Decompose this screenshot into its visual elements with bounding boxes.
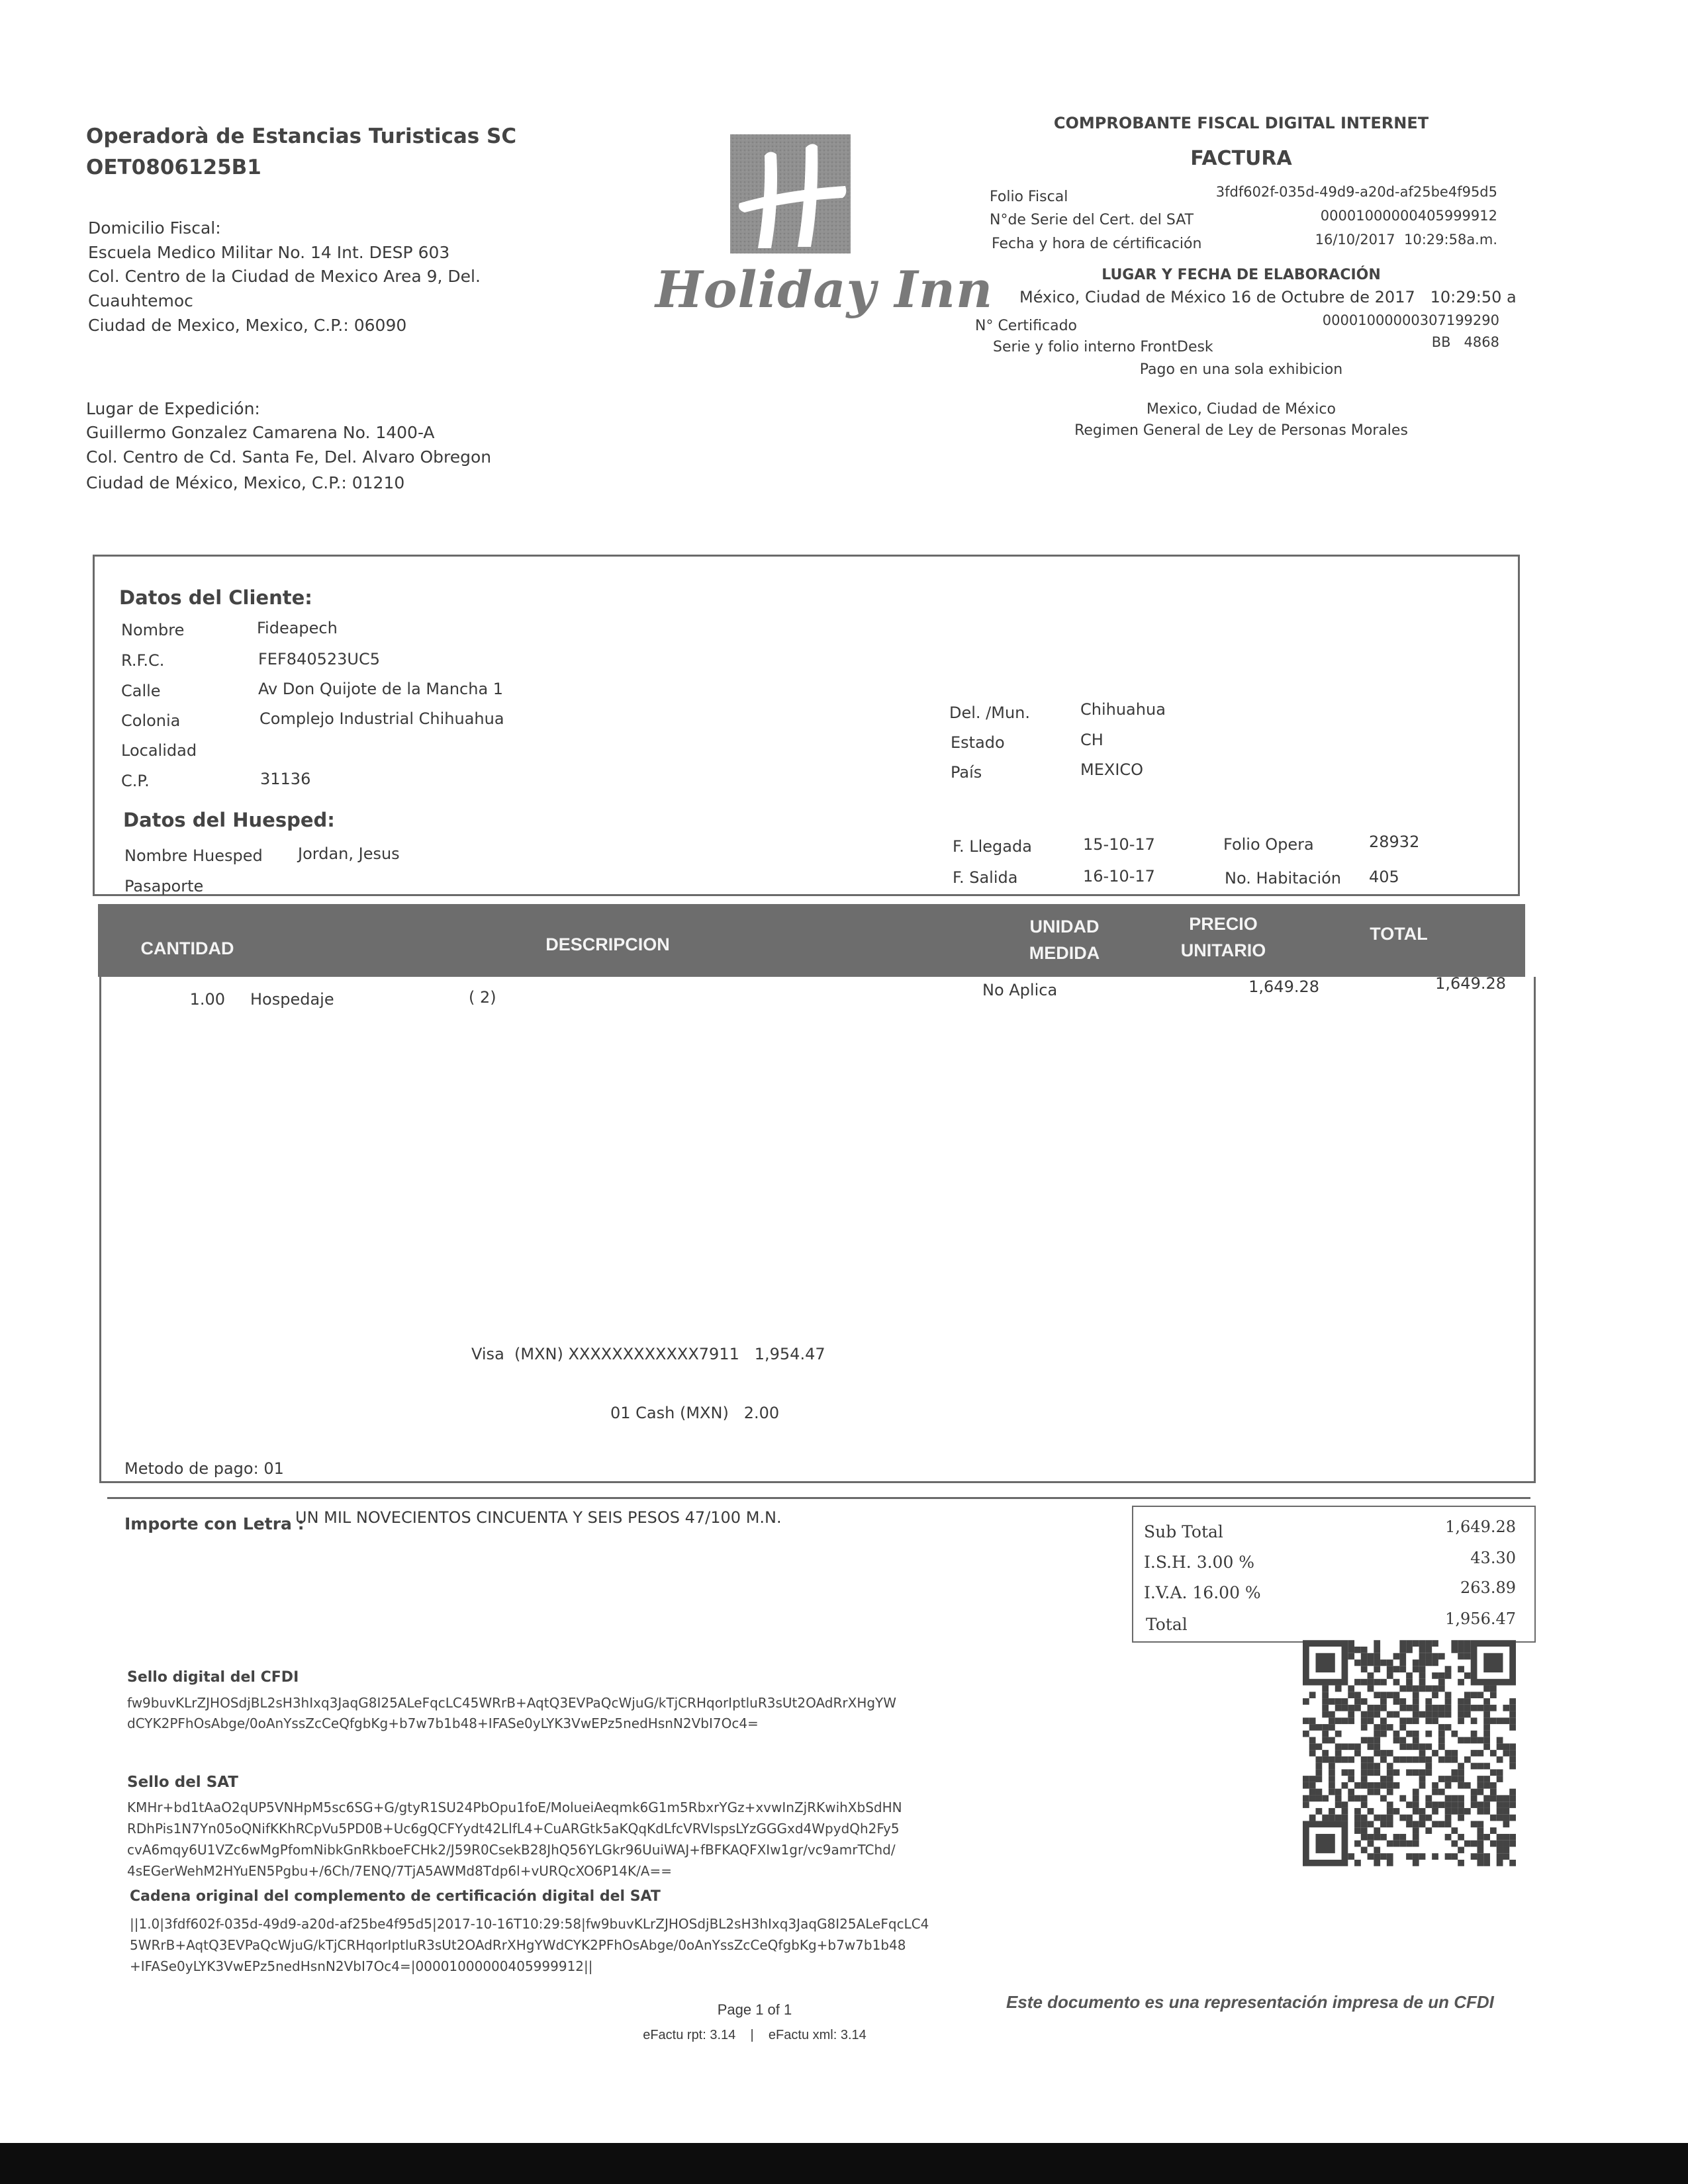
habitacion-value: 405 [1369, 868, 1399, 886]
domicilio-line: Escuela Medico Militar No. 14 Int. DESP 603 [88, 243, 450, 262]
subtotal-value: 1,649.28 [1445, 1518, 1516, 1536]
header-unidad: UNIDAD [1029, 917, 1100, 936]
fecha-cert-value: 16/10/2017 10:29:58a.m. [1315, 232, 1497, 248]
huesped-nombre-label: Nombre Huesped [124, 846, 263, 865]
cadena-label: Cadena original del complemento de certificación digital del SAT [130, 1888, 661, 1905]
qr-code-icon [1303, 1640, 1516, 1866]
payment-visa: Visa (MXN) XXXXXXXXXXXX7911 1,954.47 [471, 1345, 825, 1363]
doc-type: FACTURA [1190, 147, 1292, 170]
subtotal-label: Sub Total [1144, 1522, 1223, 1541]
sello-cfdi-label: Sello digital del CFDI [127, 1669, 299, 1686]
pais-label: País [951, 763, 982, 782]
fecha-cert-label: Fecha y hora de cértificación [992, 236, 1202, 252]
iva-label: I.V.A. 16.00 % [1144, 1583, 1261, 1602]
cp-value: 31136 [260, 770, 311, 788]
llegada-label: F. Llegada [953, 837, 1032, 856]
metodo-pago: Metodo de pago: 01 [124, 1459, 284, 1478]
iva-value: 263.89 [1460, 1578, 1516, 1597]
lugar-fecha-heading: LUGAR Y FECHA DE ELABORACIÓN [1102, 267, 1381, 283]
estado-label: Estado [951, 733, 1005, 752]
habitacion-label: No. Habitación [1225, 869, 1342, 887]
cadena-line: ||1.0|3fdf602f-035d-49d9-a20d-af25be4f95d5|2017-10-16T10:29:58|fw9buvKLrZJHOSdjBL2sH3hIxq3JaqG8I25ALeFqcLC4 [130, 1916, 929, 1932]
header-total: TOTAL [1370, 924, 1428, 944]
expedicion-label: Lugar de Expedición: [86, 399, 260, 418]
sello-cfdi-line: fw9buvKLrZJHOSdjBL2sH3hIxq3JaqG8I25ALeFqcLC45WRrB+AqtQ3EVPaQcWjuG/kTjCRHqorIptluR3sUt2OAdRrXHgYW [127, 1695, 897, 1711]
localidad-label: Localidad [121, 741, 197, 760]
calle-value: Av Don Quijote de la Mancha 1 [258, 680, 504, 698]
colonia-value: Complejo Industrial Chihuahua [259, 709, 504, 728]
header-cantidad: CANTIDAD [140, 938, 234, 958]
folio-opera-value: 28932 [1369, 833, 1420, 851]
sello-cfdi-line: dCYK2PFhOsAbge/0oAnYssZcCeQfgbKg+b7w7b1b48+IFASe0yLYK3VwEPz5nedHsnN2VbI7Oc4= [127, 1715, 759, 1731]
cadena-line: 5WRrB+AqtQ3EVPaQcWjuG/kTjCRHqorIptluR3sUt2OAdRrXHgYWdCYK2PFhOsAbge/0oAnYssZcCeQfgbKg+b7w7b1b48 [130, 1937, 906, 1953]
sello-sat-line: cvA6mqy6U1VZc6wMgPfomNibkGnRkboeFCHk2/J59R0CsekB28JhQ56YLGkr96UuiWAJ+fBFKAQFXIw1gr/vc9amrTChd/ [127, 1842, 896, 1858]
expedicion-line: Guillermo Gonzalez Camarena No. 1400-A [86, 423, 435, 442]
item-nota: ( 2) [469, 988, 496, 1007]
ciudad-text: Mexico, Ciudad de México [1147, 401, 1336, 418]
item-total: 1,649.28 [1435, 974, 1506, 993]
serie-folio-label: Serie y folio interno FrontDesk [993, 339, 1213, 355]
item-descripcion: Hospedaje [250, 990, 334, 1009]
cliente-heading: Datos del Cliente: [119, 586, 312, 609]
sello-sat-line: 4sEGerWehM2HYuEN5Pgbu+/6Ch/7ENQ/7TjA5AWMd8Tdp6l+vURQcXO6P14K/A== [127, 1863, 673, 1879]
serie-cert-sat-value: 00001000000405999912 [1320, 208, 1497, 224]
divider [107, 1497, 1530, 1499]
lugar-fecha: México, Ciudad de México 16 de Octubre de 2017 10:29:50 a [1019, 288, 1517, 306]
ish-label: I.S.H. 3.00 % [1144, 1553, 1255, 1572]
item-cantidad: 1.00 [189, 990, 225, 1009]
sello-sat-label: Sello del SAT [127, 1774, 238, 1791]
salida-value: 16-10-17 [1083, 867, 1155, 886]
huesped-heading: Datos del Huesped: [123, 809, 335, 831]
domicilio-line: Cuauhtemoc [88, 291, 193, 310]
folio-fiscal-label: Folio Fiscal [990, 189, 1068, 205]
item-precio: 1,649.28 [1248, 978, 1319, 996]
header-descripcion: DESCRIPCION [545, 934, 670, 954]
scan-border [0, 2143, 1688, 2184]
huesped-nombre-value: Jordan, Jesus [298, 844, 400, 863]
colonia-label: Colonia [121, 711, 181, 730]
efactu-versions: eFactu rpt: 3.14 | eFactu xml: 3.14 [643, 2028, 867, 2042]
domicilio-line: Ciudad de Mexico, Mexico, C.P.: 06090 [88, 316, 407, 335]
salida-label: F. Salida [953, 868, 1018, 887]
page-number: Page 1 of 1 [717, 2001, 792, 2018]
importe-label: Importe con Letra : [124, 1514, 305, 1533]
folio-opera-label: Folio Opera [1223, 835, 1314, 854]
serie-folio-value: BB 4868 [1431, 334, 1499, 350]
nombre-value: Fideapech [257, 619, 338, 637]
regimen-text: Regimen General de Ley de Personas Morales [1074, 422, 1408, 439]
cp-label: C.P. [121, 772, 150, 790]
calle-label: Calle [121, 682, 161, 700]
ish-value: 43.30 [1470, 1549, 1516, 1567]
logo-text: Holiday Inn [655, 260, 994, 319]
nombre-label: Nombre [121, 621, 185, 639]
representacion-text: Este documento es una representación impresa de un CFDI [1006, 1992, 1494, 2012]
estado-value: CH [1080, 731, 1103, 749]
expedicion-line: Ciudad de México, Mexico, C.P.: 01210 [86, 473, 405, 492]
issuer-name: Operadorà de Estancias Turisticas SC [86, 124, 517, 148]
llegada-value: 15-10-17 [1083, 835, 1155, 854]
items-table-header [98, 904, 1525, 977]
header-unitario: UNITARIO [1180, 940, 1266, 960]
delmun-value: Chihuahua [1080, 700, 1166, 719]
items-table-body [99, 977, 1536, 1483]
delmun-label: Del. /Mun. [949, 704, 1031, 722]
total-label: Total [1146, 1615, 1188, 1634]
serie-cert-sat-label: N°de Serie del Cert. del SAT [990, 212, 1194, 228]
issuer-rfc: OET0806125B1 [86, 156, 261, 179]
sello-sat-line: RDhPis1N7Yn05oQNifKKhRCpVu5PD0B+Uc6gQCFYydt42LlfL4+CuARGtk5aKQqKdLfcVRVlspsLYzGGGxd4WpydQh2Fy5 [127, 1821, 900, 1837]
header-precio: PRECIO [1189, 914, 1258, 934]
item-unidad: No Aplica [982, 981, 1058, 999]
sello-sat-line: KMHr+bd1tAaO2qUP5VNHpM5sc6SG+G/gtyR1SU24PbOpu1foE/MolueiAeqmk6G1m5RbxrYGz+xvwInZjRKwihXbSdHN [127, 1799, 902, 1815]
total-value: 1,956.47 [1445, 1610, 1516, 1628]
no-cert-label: N° Certificado [975, 318, 1077, 334]
folio-fiscal-value: 3fdf602f-035d-49d9-a20d-af25be4f95d5 [1215, 184, 1497, 200]
pasaporte-label: Pasaporte [124, 877, 204, 895]
cfdi-heading: COMPROBANTE FISCAL DIGITAL INTERNET [1053, 114, 1429, 132]
rfc-label: R.F.C. [121, 651, 165, 670]
cadena-line: +IFASe0yLYK3VwEPz5nedHsnN2VbI7Oc4=|00001000000405999912|| [130, 1958, 593, 1974]
expedicion-line: Col. Centro de Cd. Santa Fe, Del. Alvaro Obregon [86, 447, 492, 467]
header-medida: MEDIDA [1029, 943, 1100, 963]
pago-text: Pago en una sola exhibicion [1139, 361, 1343, 378]
domicilio-label: Domicilio Fiscal: [88, 218, 221, 238]
no-cert-value: 00001000000307199290 [1322, 312, 1499, 328]
payment-cash: 01 Cash (MXN) 2.00 [610, 1404, 780, 1422]
importe-letra: UN MIL NOVECIENTOS CINCUENTA Y SEIS PESOS 47/100 M.N. [295, 1508, 782, 1527]
rfc-value: FEF840523UC5 [258, 650, 380, 668]
holiday-inn-logo [652, 129, 994, 334]
domicilio-line: Col. Centro de la Ciudad de Mexico Area 9, Del. [88, 267, 481, 286]
pais-value: MEXICO [1080, 760, 1144, 779]
